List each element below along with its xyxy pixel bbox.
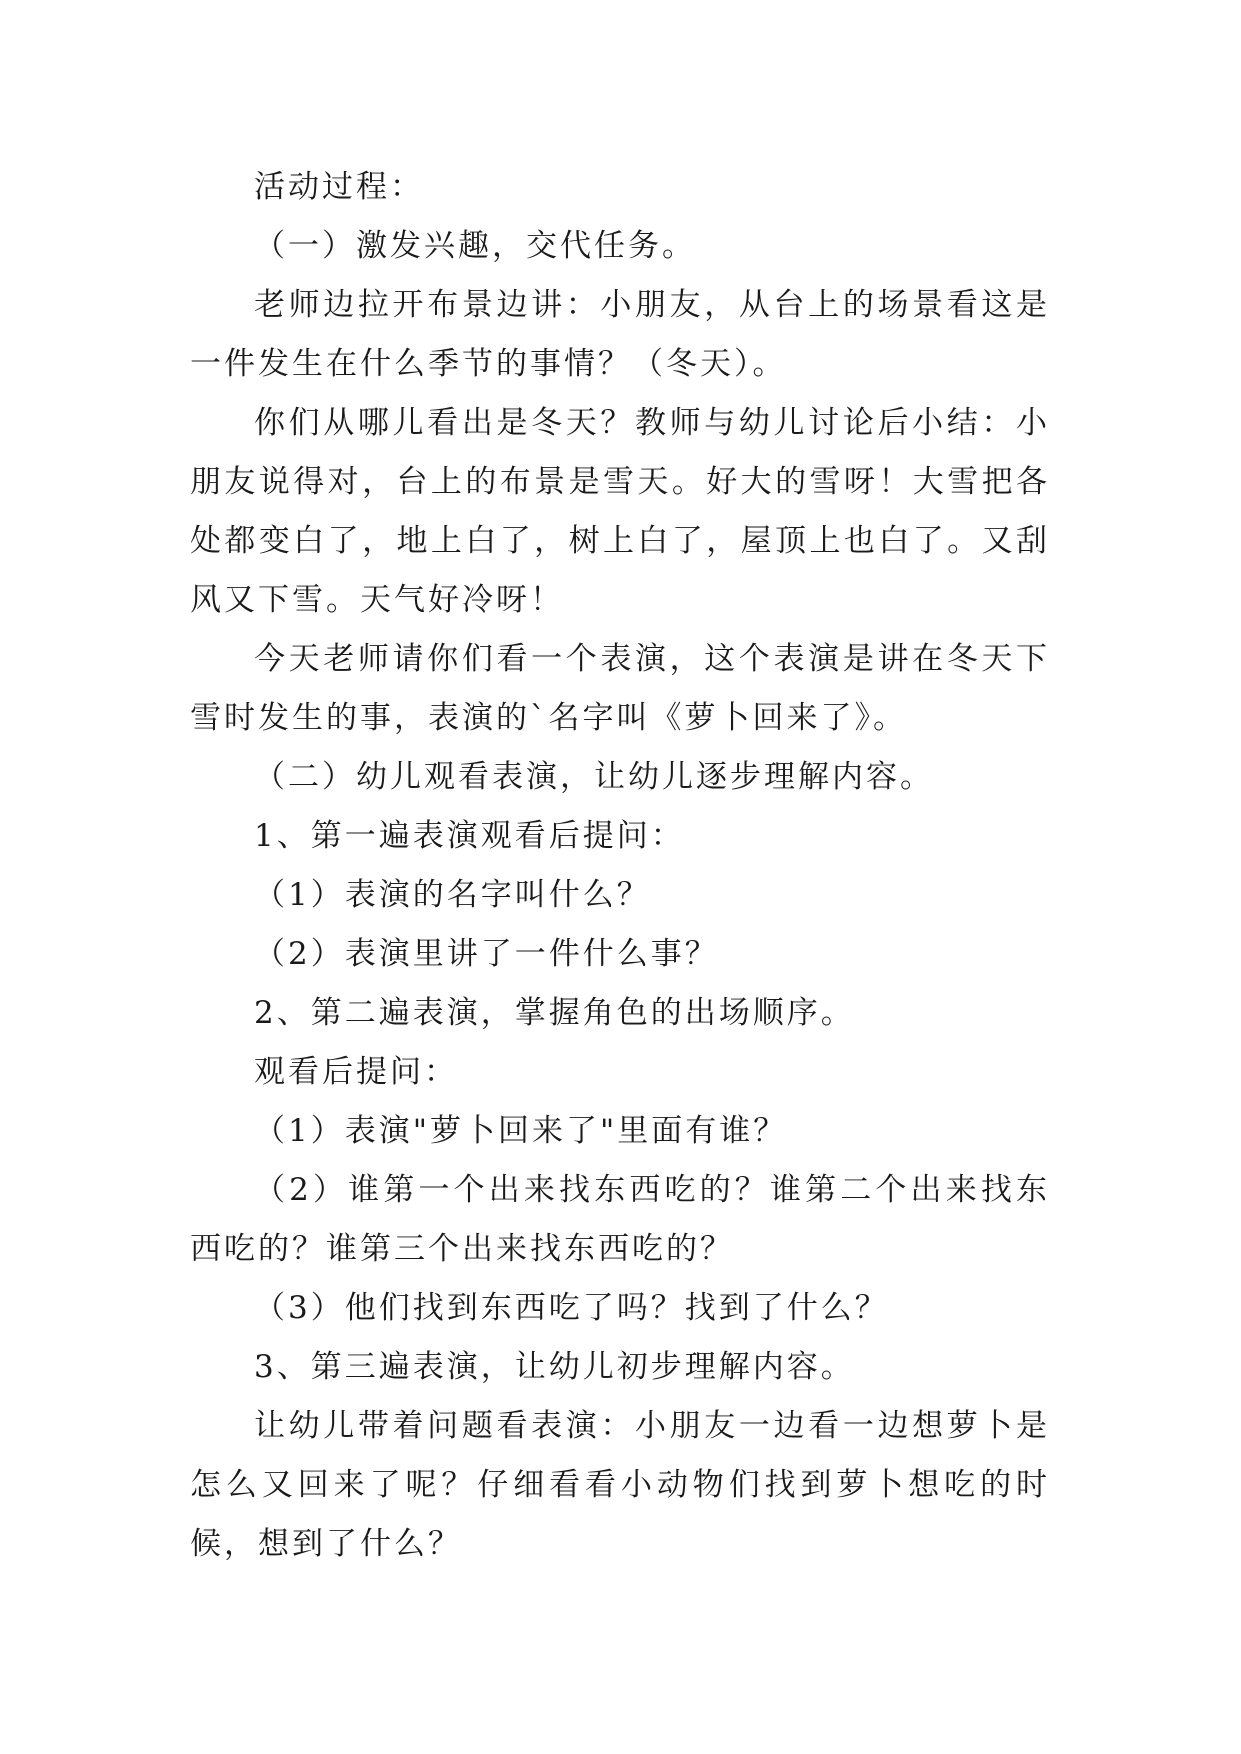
document-body — [190, 158, 1050, 1574]
paragraph-first-viewing: 1、第一遍表演观看后提问： — [254, 818, 685, 854]
paragraph-section-1-title: （一）激发兴趣，交代任务。 — [254, 228, 696, 264]
paragraph-after-viewing: 观看后提问： — [254, 1054, 458, 1090]
paragraph-question-2-2: （2）谁第一个出来找东西吃的？谁第二个出来找东西吃的？谁第三个出来找东西吃的？ — [190, 1172, 1050, 1267]
paragraph-second-viewing: 2、第二遍表演，掌握角色的出场顺序。 — [254, 995, 855, 1031]
paragraph-question-2-3: （3）他们找到东西吃了吗？找到了什么？ — [254, 1290, 889, 1326]
paragraph-question-1-1: （1）表演的名字叫什么？ — [254, 877, 651, 913]
paragraph-winter-discussion: 你们从哪儿看出是冬天？教师与幼儿讨论后小结：小朋友说得对，台上的布景是雪天。好大的雪呀！大雪把各处都变白了，地上白了，树上白了，屋顶上也白了。又刮风又下雪。天气好冷呀！ — [190, 405, 1050, 618]
paragraph-performance-intro: 今天老师请你们看一个表演，这个表演是讲在冬天下雪时发生的事，表演的`名字叫《萝卜回来了》。 — [190, 641, 1050, 736]
paragraph-question-1-2: （2）表演里讲了一件什么事？ — [254, 936, 719, 972]
paragraph-question-2-1: （1）表演"萝卜回来了"里面有谁？ — [254, 1113, 788, 1149]
paragraph-section-2-title: （二）幼儿观看表演，让幼儿逐步理解内容。 — [254, 759, 934, 795]
paragraph-teacher-intro: 老师边拉开布景边讲：小朋友，从台上的场景看这是一件发生在什么季节的事情？（冬天）。 — [190, 287, 1050, 382]
paragraph-heading-activity-process: 活动过程： — [254, 169, 424, 205]
paragraph-watch-with-questions: 让幼儿带着问题看表演：小朋友一边看一边想萝卜是怎么又回来了呢？仔细看看小动物们找到萝卜想吃的时候，想到了什么？ — [190, 1408, 1050, 1562]
paragraph-third-viewing: 3、第三遍表演，让幼儿初步理解内容。 — [254, 1349, 855, 1385]
